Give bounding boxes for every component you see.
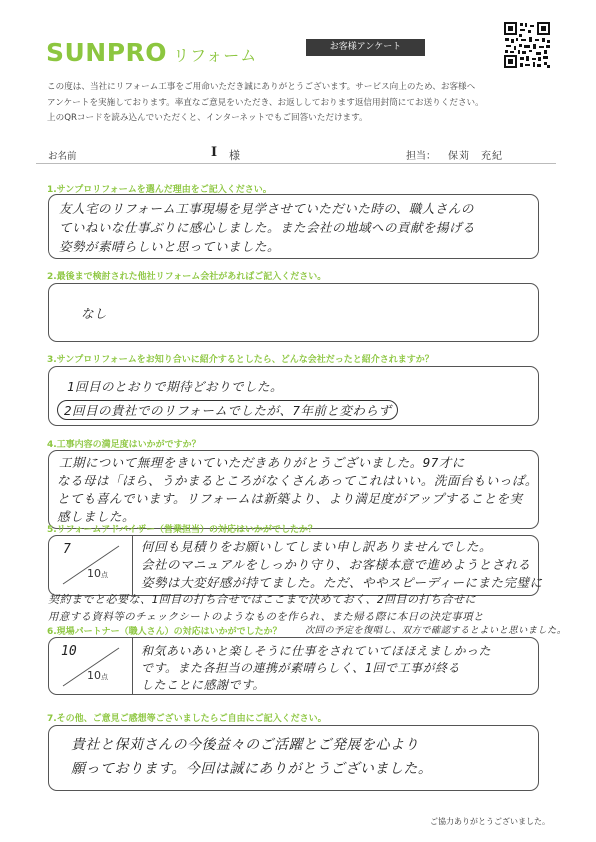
question-5-title: 5.リフォームアドバイザー（営業担当）の対応はいかがでしたか？ bbox=[47, 525, 318, 535]
name-label: お名前 bbox=[48, 151, 77, 162]
answer-4-box bbox=[48, 450, 539, 529]
answer-line: 貴社と保苅さんの今後益々のご活躍とご発展を心より bbox=[71, 737, 419, 753]
intro-line: アンケートを実施しております。率直なご意見をいただき、お返ししております返信用封筒にてお送りください。 bbox=[47, 97, 484, 108]
score-value: 7 bbox=[63, 542, 71, 557]
answer-line: 何回も見積りをお願いしてしまい申し訳ありませんでした。 bbox=[141, 539, 493, 554]
intro-line: 上のQRコードを読み込んでいただくと、インターネットでもご回答いただけます。 bbox=[47, 113, 368, 123]
question-7-title: 7.その他、ご意見ご感想等ございましたらご自由にご記入ください。 bbox=[47, 714, 327, 724]
score-unit: 点 bbox=[101, 571, 108, 579]
answer-line: 友人宅のリフォーム工事現場を見学させていただいた時の、職人さんの bbox=[59, 201, 474, 216]
score-box bbox=[49, 638, 133, 694]
customer-name-row bbox=[36, 142, 556, 164]
logo-sub-text: リフォーム bbox=[173, 46, 258, 65]
answer-line: したことに感謝です。 bbox=[141, 678, 266, 692]
answer-line: 姿勢は大変好感が持てました。ただ、ややスピーディーにまた完璧に bbox=[141, 575, 543, 590]
answer-3-box bbox=[48, 366, 539, 426]
staff-label: 担当： bbox=[406, 151, 436, 162]
thanks-text: ご協力ありがとうございました。 bbox=[430, 817, 550, 826]
score-max-number: 10 bbox=[87, 669, 101, 682]
intro-text bbox=[47, 80, 547, 127]
answer-line: 感しました。 bbox=[57, 509, 136, 524]
score-max bbox=[87, 669, 108, 682]
answer-6-box bbox=[48, 637, 539, 695]
answer-line: 工期について無理をきいていただきありがとうございました。97才に bbox=[59, 455, 465, 470]
question-2-title: 2.最後まで検討された他社リフォーム会社があればご記入ください。 bbox=[47, 272, 327, 282]
score-max-number: 10 bbox=[87, 567, 101, 580]
sunpro-logo bbox=[46, 38, 257, 68]
answer-2-box bbox=[48, 283, 539, 342]
question-6-title: 6.現場パートナー（職人さん）の対応はいかがでしたか？ bbox=[47, 627, 282, 637]
answer-line: 願っております。今回は誠にありがとうございました。 bbox=[71, 761, 433, 777]
survey-badge: お客様アンケート bbox=[306, 39, 425, 56]
question-1-title: 1.サンプロリフォームを選んだ理由をご記入ください。 bbox=[47, 185, 272, 195]
answer-line: 次回の予定を復唱し、双方で確認するとよいと思いました。 bbox=[305, 625, 567, 636]
intro-line: この度は、当社にリフォーム工事をご用命いただき誠にありがとうございます。サービス向上のため、お客様へ bbox=[47, 82, 476, 92]
name-suffix: 様 bbox=[229, 149, 240, 162]
score-value: 10 bbox=[61, 644, 77, 659]
score-unit: 点 bbox=[101, 673, 108, 681]
question-4-title: 4.工事内容の満足度はいかがですか？ bbox=[47, 440, 201, 450]
answer-line: 用意する資料等のチェックシートのようなものを作られ、また帰る際に本日の決定事項と bbox=[48, 611, 484, 623]
answer-1-box bbox=[48, 194, 539, 259]
answer-line: なる母は「ほら、うかまるところがなくさんあってこれはいい。洗面台もいっぱ。 bbox=[57, 473, 538, 488]
answer-line: 2回目の貴社でのリフォームでしたが、7年前と変わらず bbox=[57, 400, 398, 420]
answer-line: とても喜んでいます。リフォームは新築より、より満足度がアップすることを実 bbox=[57, 491, 523, 506]
name-value: I bbox=[211, 145, 218, 160]
question-3-title: 3.サンプロリフォームをお知り合いに紹介するとしたら、どんな会社だったと紹介されますか？ bbox=[47, 355, 434, 365]
answer-line: なし bbox=[81, 306, 108, 321]
score-box bbox=[49, 536, 133, 595]
answer-7-box bbox=[48, 725, 539, 791]
qr-code-icon[interactable] bbox=[503, 21, 551, 69]
answer-line: 姿勢が素晴らしいと思っていました。 bbox=[59, 239, 281, 254]
answer-line: ていねいな仕事ぶりに感心しました。また会社の地域への貢献を揚げる bbox=[59, 220, 476, 235]
answer-line: 契約までと必要な、1回目の打ち合せではここまで決めておく、2回目の打ち合せに bbox=[48, 593, 477, 606]
answer-line: 会社のマニュアルをしっかり守り、お客様本意で進めようとされる bbox=[141, 557, 531, 572]
answer-line: 1回目のとおりで期待どおりでした。 bbox=[67, 379, 284, 394]
logo-main-text: SUNPRO bbox=[46, 38, 168, 67]
answer-line: です。また各担当の連携が素晴らしく、1回で工事が終る bbox=[141, 661, 461, 675]
score-max bbox=[87, 567, 108, 580]
staff-name: 保苅 充紀 bbox=[448, 151, 503, 162]
answer-line: 和気あいあいと楽しそうに仕事をされていてほほえましかった bbox=[141, 644, 492, 658]
